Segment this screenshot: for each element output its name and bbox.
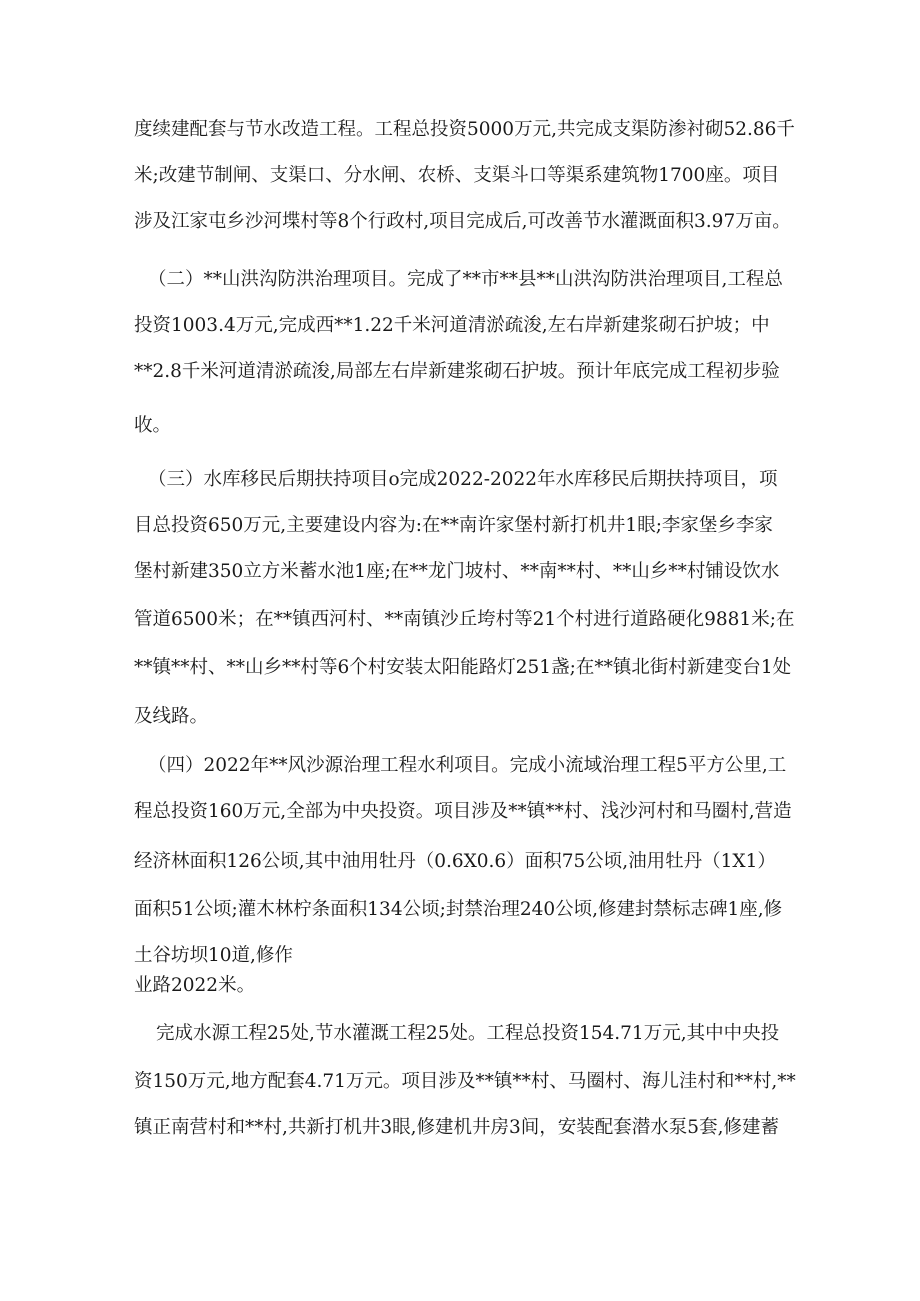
- paragraph-2-line-3: **2.8千米河道清淤疏浚,局部左右岸新建浆砌石护坡。预计年底完成工程初步验: [134, 361, 780, 382]
- paragraph-5-line-2: 资150万元,地方配套4.71万元。项目涉及**镇**村、马圈村、海儿洼村和**村,**: [134, 1071, 796, 1092]
- paragraph-4-line-2: 程总投资160万元,全部为中央投资。项目涉及**镇**村、浅沙河村和马圈村,营造: [134, 801, 792, 822]
- paragraph-4-line-4: 面积51公顷;灌木林柠条面积134公顷;封禁治理240公顷,修建封禁标志碑1座,修: [134, 899, 783, 920]
- paragraph-3-line-3: 堡村新建350立方米蓄水池1座;在**龙门坡村、**南**村、**山乡**村铺设饮水: [134, 561, 780, 582]
- paragraph-2-line-2: 投资1003.4万元,完成西**1.22千米河道清淤疏浚,左右岸新建浆砌石护坡；中: [134, 315, 770, 336]
- paragraph-1-line-1: 度续建配套与节水改造工程。工程总投资5000万元,共完成支渠防渗衬砌52.86千: [134, 119, 795, 140]
- paragraph-2-line-1: （二）**山洪沟防洪治理项目。完成了**市**县**山洪沟防洪治理项目,工程总: [148, 269, 783, 290]
- paragraph-4-line-6: 业路2022米。: [134, 975, 256, 996]
- paragraph-3-line-5: **镇**村、**山乡**村等6个村安装太阳能路灯251盏;在**镇北街村新建变台1处: [134, 657, 792, 678]
- paragraph-4-line-3: 经济林面积126公顷,其中油用牡丹（0.6X0.6）面积75公顷,油用牡丹（1X1）: [134, 851, 776, 872]
- paragraph-4-line-1: （四）2022年**风沙源治理工程水利项目。完成小流域治理工程5平方公里,工: [148, 755, 787, 776]
- paragraph-3-line-1: （三）水库移民后期扶持项目o完成2022-2022年水库移民后期扶持项目，项: [148, 469, 778, 490]
- paragraph-1-line-3: 涉及江家屯乡沙河堞村等8个行政村,项目完成后,可改善节水灌溉面积3.97万亩。: [134, 211, 791, 232]
- paragraph-3-line-4: 管道6500米；在**镇西河村、**南镇沙丘垮村等21个村进行道路硬化9881米;在: [134, 609, 795, 630]
- paragraph-2-line-4: 收。: [134, 415, 172, 436]
- paragraph-3-line-6: 及线路。: [134, 706, 209, 727]
- paragraph-3-line-2: 目总投资650万元,主要建设内容为:在**南许家堡村新打机井1眼;李家堡乡李家: [134, 515, 773, 536]
- paragraph-1-line-2: 米;改建节制闸、支渠口、分水闸、农桥、支渠斗口等渠系建筑物1700座。项目: [134, 165, 780, 186]
- paragraph-4-line-5: 土谷坊坝10道,修作: [134, 945, 293, 966]
- paragraph-5-line-3: 镇正南营村和**村,共新打机井3眼,修建机井房3间，安装配套潜水泵5套,修建蓄: [134, 1117, 779, 1138]
- paragraph-5-line-1: 完成水源工程25处,节水灌溉工程25处。工程总投资154.71万元,其中中央投: [156, 1023, 780, 1044]
